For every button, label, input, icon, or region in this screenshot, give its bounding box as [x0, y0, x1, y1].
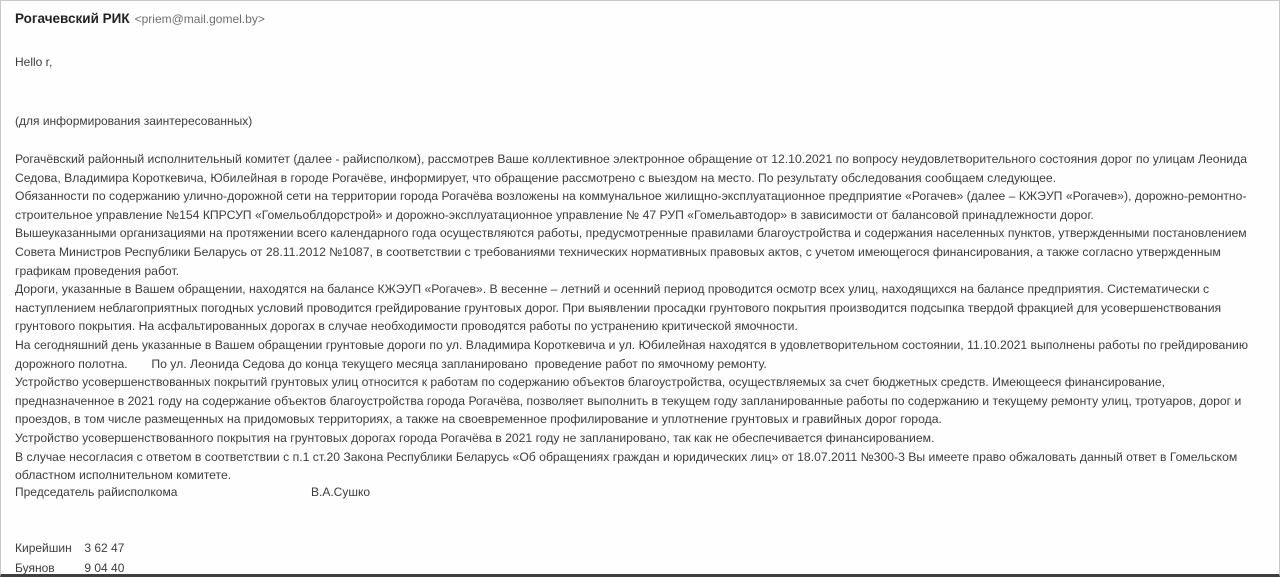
- body-paragraph: Устройство усовершенствованного покрытия на грунтовых дорогах города Рогачёва в 2021 году не запланировано, так как не обеспечивается финансированием.: [15, 430, 935, 445]
- body-paragraph: Вышеуказанными организациями на протяжении всего календарного года осуществляются работы, предусмотренные правилами благоустройства и содержания населенных пунктов, утвержденными постановлением Совета Министров Республики Беларусь от 28.11.2012 №1087, в соответствии с требованиями технических нормативных правовых актов, с учетом имеющегося финансирования, а также согласно утвержденным графикам проведения работ.: [15, 226, 1251, 278]
- body-paragraph: На сегодняшний день указанные в Вашем обращении грунтовые дороги по ул. Владимира Короткевича и ул. Юбилейная находятся в удовлетворительном состоянии, 11.10.2021 выполнены работы по грейдированию дорожного полотна. По ул. Леонида Седова до конца текущего месяца запланировано проведение работ по ямочному ремонту.: [15, 337, 1252, 371]
- email-body: [15, 150, 1267, 485]
- contact-phone: 3 62 47: [84, 541, 125, 555]
- contact-row: [15, 558, 124, 577]
- signature-name: В.А.Сушко: [311, 485, 371, 499]
- email-sender-header[interactable]: [15, 10, 265, 28]
- body-paragraph: В случае несогласия с ответом в соответствии с п.1 ст.20 Закона Республики Беларусь «Об обращениях граждан и юридических лиц» от 18.07.2011 №300-3 Вы имеете право обжаловать данный ответ в Гомельском областном исполнительном комитете.: [15, 449, 1241, 483]
- contact-row: [15, 538, 124, 558]
- body-paragraph: Рогачёвский районный исполнительный комитет (далее - райисполком), рассмотрев Ваше коллективное электронное обращение от 12.10.2021 по вопросу неудовлетворительного состояния дорог по улицам Леонида Седова, Владимира Короткевича, Юбилейная в городе Рогачёве, информирует, что обращение рассмотрено с выездом на место. По результату обследования сообщаем следующее.: [15, 152, 1251, 185]
- signature-title: Председатель райисполкома: [15, 485, 178, 499]
- contact-name: Кирейшин: [15, 541, 72, 555]
- signature-block: [15, 485, 615, 499]
- sender-name[interactable]: Рогачевский РИК: [15, 11, 130, 26]
- body-paragraph: Дороги, указанные в Вашем обращении, находятся на балансе КЖЭУП «Рогачев». В весенне – летний и осенний период проводится осмотр всех улиц, находящихся на балансе предприятия. Систематически с наступлением неблагоприятных погодных условий проводится грейдирование грунтовых дорог. При выявлении просадки грунтового покрытия производится подсыпка твердой фракцией для усовершенствования грунтового покрытия. На асфальтированных дорогах в случае необходимости проводятся работы по устранению критической ямочности.: [15, 282, 1225, 334]
- email-greeting: Hello r,: [15, 55, 53, 69]
- contact-phone: 9 04 40: [84, 561, 125, 575]
- body-paragraph: Устройство усовершенствованных покрытий грунтовых улиц относится к работам по содержанию объектов благоустройства, осуществляемых за счет бюджетных средств. Имеющееся финансирование, предназначенное в 2021 году на содержание объектов благоустройства города Рогачёва, позволяет выполнить в текущем году запланированные работы по содержанию и текущему ремонту улиц, тротуаров, дорог и проездов, в том числе размещенных на придомовых территориях, а также на своевременное профилирование и уплотнение грунтовых и гравийных дорог города.: [15, 375, 1245, 427]
- sender-email-address[interactable]: <priem@mail.gomel.by>: [134, 12, 265, 26]
- body-paragraph: Обязанности по содержанию улично-дорожной сети на территории города Рогачёва возложены на коммунальное жилищно-эксплуатационное предприятие «Рогачев» (далее – КЖЭУП «Рогачев»), дорожно-ремонтно-строительное управление №154 КПРСУП «Гомельоблдорстрой» и дорожно-эксплуатационное управление № 47 РУП «Гомельавтодор» в зависимости от балансовой принадлежности дорог.: [15, 189, 1247, 222]
- contact-list: [15, 538, 124, 577]
- contact-name: Буянов: [15, 561, 55, 575]
- email-info-note: (для информирования заинтересованных): [15, 114, 253, 128]
